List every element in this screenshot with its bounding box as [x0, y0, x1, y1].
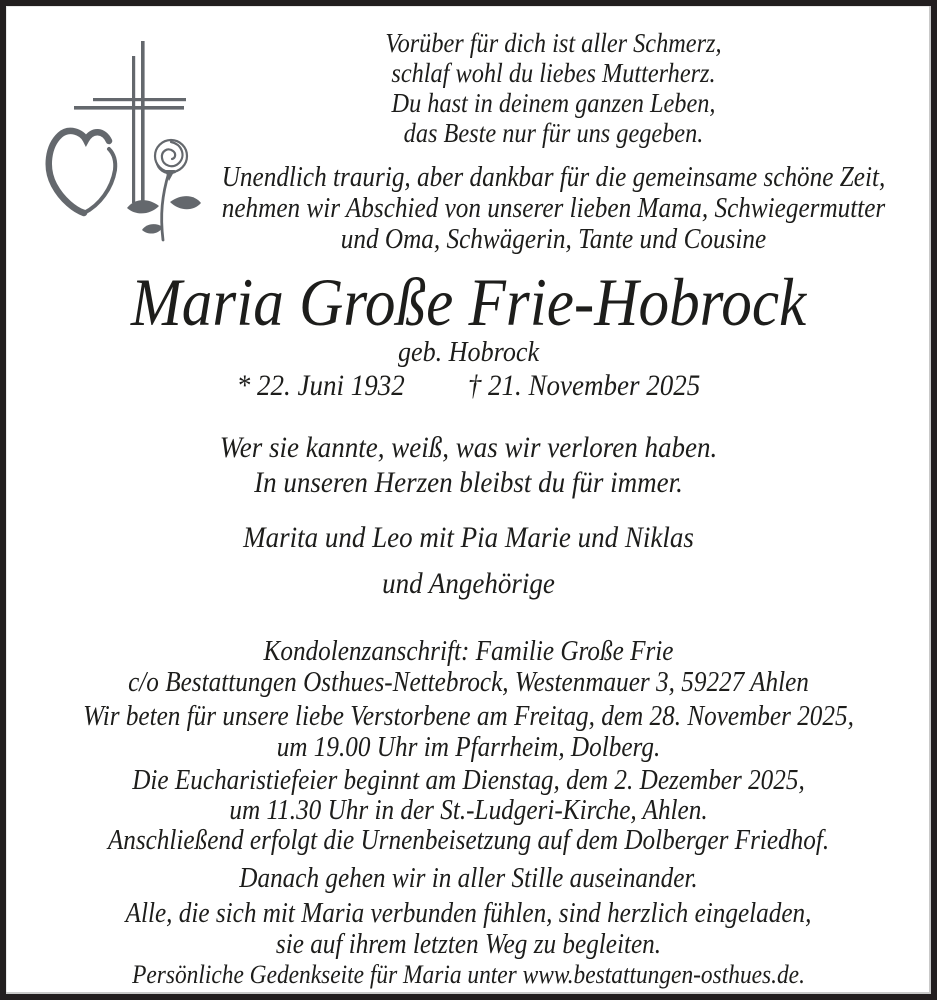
rose-icon: [127, 140, 201, 240]
poem-line: das Beste nur für uns gegeben.: [403, 118, 704, 148]
prayer-service-info: [6, 701, 931, 763]
birth-date: * 22. Juni 1932: [236, 369, 405, 402]
invitation-line: sie auf ihrem letzten Weg zu begleiten.: [275, 929, 662, 960]
prayer-line: Wir beten für unsere liebe Verstorbene am Freitag, dem 28. November 2025,: [83, 701, 854, 732]
verse-line: Wer sie kannte, weiß, was wir verloren haben.: [219, 431, 718, 464]
prayer-line: um 19.00 Uhr im Pfarrheim, Dolberg.: [276, 732, 661, 763]
mourners-names: Marita und Leo mit Pia Marie und Niklas: [243, 521, 694, 554]
verse-line: In unseren Herzen bleibst du für immer.: [254, 466, 683, 499]
memorial-verse: [6, 430, 931, 500]
eucharist-line: Die Eucharistiefeier beginnt am Dienstag, dem 2. Dezember 2025,: [132, 765, 805, 796]
heart-icon: [49, 131, 115, 213]
maiden-name: geb. Hobrock: [397, 336, 540, 368]
life-dates: [52, 370, 885, 402]
death-date: † 21. November 2025: [467, 369, 701, 402]
eucharist-line: um 11.30 Uhr in der St.-Ludgeri-Kirche, Ahlen.: [229, 795, 708, 826]
deceased-name: Maria Große Frie-Hobrock: [130, 264, 807, 340]
mourners-relatives: und Angehörige: [382, 567, 555, 600]
condolence-line: Kondolenzanschrift: Familie Große Frie: [263, 636, 674, 667]
intro-line: nehmen wir Abschied von unserer lieben Mama, Schwiegermutter: [221, 193, 886, 224]
farewell-note: Danach gehen wir in aller Stille auseinander.: [239, 863, 698, 894]
intro-line: Unendlich traurig, aber dankbar für die gemeinsame schöne Zeit,: [221, 162, 886, 193]
invitation-line: Alle, die sich mit Maria verbunden fühlen, sind herzlich eingeladen,: [125, 898, 812, 929]
intro-line: und Oma, Schwägerin, Tante und Cousine: [340, 224, 767, 255]
poem-line: Vorüber für dich ist aller Schmerz,: [385, 28, 722, 58]
eucharist-line: Anschließend erfolgt die Urnenbeisetzung auf dem Dolberger Friedhof.: [107, 825, 830, 856]
condolence-address: [6, 636, 931, 698]
invitation: [6, 898, 931, 960]
poem-line: schlaf wohl du liebes Mutterherz.: [391, 58, 716, 88]
memorial-website-note: Persönliche Gedenkseite für Maria unter www.bestattungen-osthues.de.: [132, 960, 805, 989]
funeral-service-info: [6, 766, 931, 856]
condolence-line: c/o Bestattungen Osthues-Nettebrock, Westenmauer 3, 59227 Ahlen: [128, 667, 809, 698]
poem-line: Du hast in deinem ganzen Leben,: [391, 88, 716, 118]
memorial-emblem: [42, 30, 232, 265]
